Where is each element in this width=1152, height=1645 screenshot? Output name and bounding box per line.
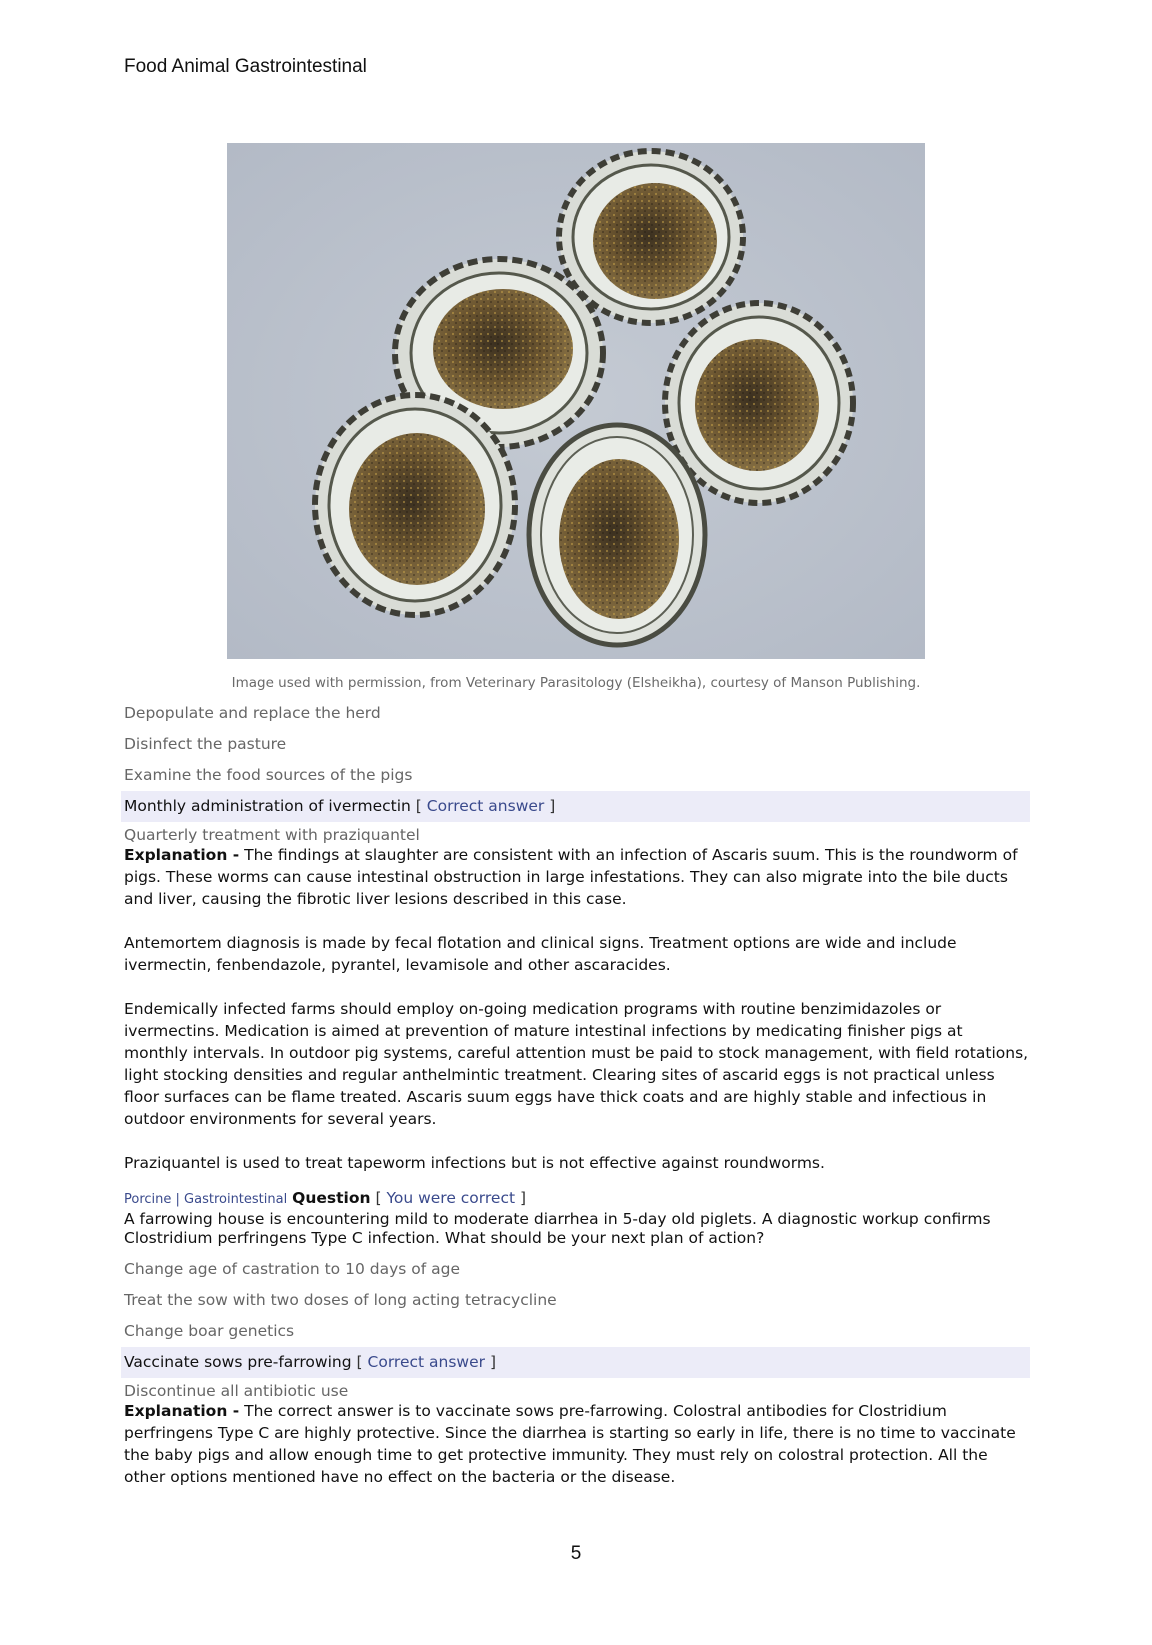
q1-option-3-label: Examine the food sources of the pigs — [124, 766, 413, 784]
q1-explanation-paragraph-3: Endemically infected farms should employ on-going medication programs with routine benzimidazoles or ivermectins. Medication is aimed at prevention of mature intestinal infections by medicating finisher pigs at monthly intervals. In outdoor pig systems, careful attention must be paid to stock management, with field rotations, light stocking densities and regular anthelmintic treatment. Clearing sites of ascarid eggs is not practical unless floor surfaces can be flame treated. Ascaris suum eggs have thick coats and are highly stable and infectious in outdoor environments for several years. — [124, 1000, 1029, 1128]
q2-option-5-label: Discontinue all antibiotic use — [124, 1382, 349, 1400]
q1-explanation-text-1: The findings at slaughter are consistent with an infection of Ascaris suum. This is the roundworm of pigs. These worms can cause intestinal obstruction in large infestations. They can also migrate into the bile ducts and liver, causing the fibrotic liver lesions described in this case. — [124, 846, 1018, 908]
q1-option-2-label: Disinfect the pasture — [124, 735, 287, 753]
q1-option-4-label: Monthly administration of ivermectin — [124, 797, 411, 815]
explanation-label: Explanation - — [124, 846, 240, 864]
question1-block — [124, 698, 1030, 1488]
q1-option-3[interactable] — [124, 760, 1030, 791]
q1-explanation-paragraph-2: Antemortem diagnosis is made by fecal flotation and clinical signs. Treatment options are wide and include ivermectin, fenbendazole, pyrantel, levamisole and other ascaracides. — [124, 934, 957, 974]
q1-option-2[interactable] — [124, 729, 1030, 760]
q1-option-4-correct[interactable]: Monthly administration of ivermectin [ Correct answer ] — [121, 791, 1030, 822]
q2-option-3-label: Change boar genetics — [124, 1322, 295, 1340]
q2-option-1[interactable] — [124, 1254, 1030, 1285]
q2-option-4-label: Vaccinate sows pre-farrowing — [124, 1353, 352, 1371]
q1-option-5-label: Quarterly treatment with praziquantel — [124, 826, 420, 844]
q1-explanation-paragraph-1 — [124, 844, 1030, 910]
q2-result-label: You were correct — [386, 1189, 516, 1207]
q2-option-1-label: Change age of castration to 10 days of age — [124, 1260, 460, 1278]
q2-heading: Question — [292, 1189, 371, 1207]
correct-answer-tag: Correct answer — [426, 797, 545, 815]
q2-explanation-label: Explanation - — [124, 1402, 240, 1420]
q1-option-5[interactable] — [124, 822, 1030, 844]
q2-correct-answer-tag: Correct answer — [367, 1353, 485, 1371]
page-number: 5 — [570, 1543, 582, 1564]
q2-option-3[interactable] — [124, 1316, 1030, 1347]
q2-option-4-correct[interactable]: Vaccinate sows pre-farrowing [ Correct answer ] — [121, 1347, 1030, 1378]
q2-header: Porcine | Gastrointestinal Question [ You were correct ] — [124, 1189, 527, 1207]
figure-caption: Image used with permission, from Veterinary Parasitology (Elsheikha), courtesy of Manson Publishing. — [231, 675, 921, 691]
q1-option-1-label: Depopulate and replace the herd — [124, 704, 381, 722]
page-header: Food Animal Gastrointestinal — [124, 56, 367, 77]
ascaris-eggs-micrograph — [227, 143, 925, 659]
q2-option-5[interactable] — [124, 1378, 1030, 1400]
q1-option-1[interactable] — [124, 698, 1030, 729]
q1-explanation-paragraph-4: Praziquantel is used to treat tapeworm infections but is not effective against roundworms. — [124, 1154, 825, 1172]
q2-explanation — [124, 1400, 1030, 1488]
q2-explanation-text: The correct answer is to vaccinate sows pre-farrowing. Colostral antibodies for Clostridium perfringens Type C are highly protective. Since the diarrhea is starting so early in life, there is no time to vaccinate the baby pigs and allow enough time to get protective immunity. They must rely on colostral protection. All the other options mentioned have no effect on the bacteria or the disease. — [124, 1402, 1016, 1486]
q2-category[interactable]: Porcine | Gastrointestinal — [124, 1192, 288, 1207]
q2-option-2[interactable] — [124, 1285, 1030, 1316]
q2-text: A farrowing house is encountering mild to moderate diarrhea in 5-day old piglets. A diagnostic workup confirms Clostridium perfringens Type C infection. What should be your next plan of action? — [124, 1210, 991, 1247]
q2-option-2-label: Treat the sow with two doses of long acting tetracycline — [124, 1291, 557, 1309]
